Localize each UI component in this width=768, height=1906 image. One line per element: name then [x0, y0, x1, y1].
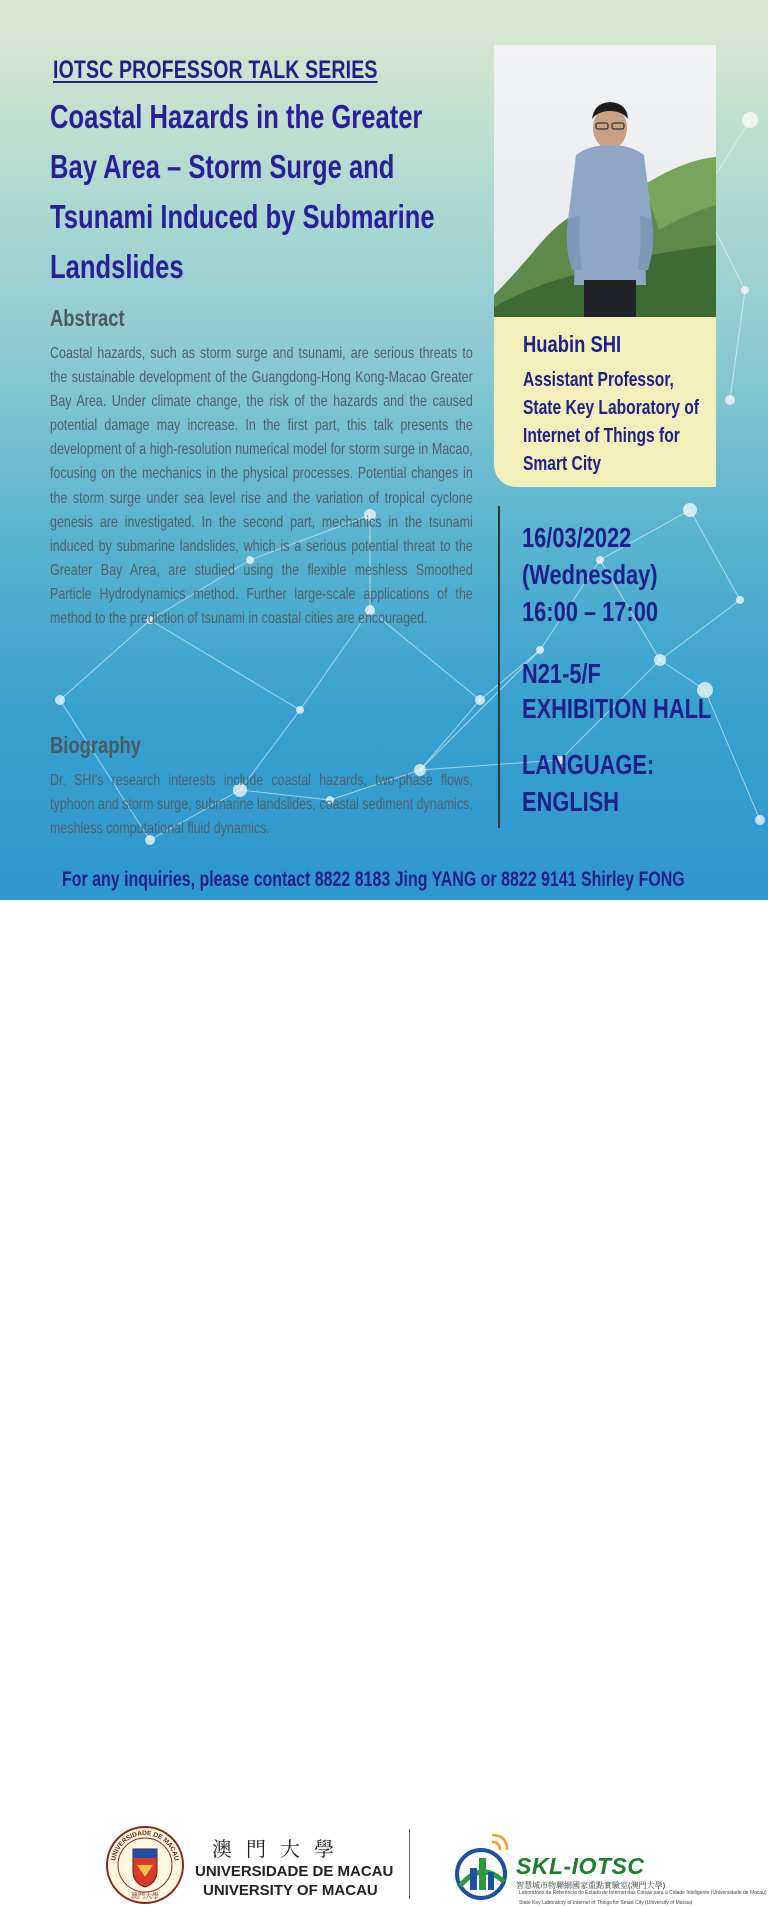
abstract-heading: Abstract: [50, 305, 125, 331]
event-venue-hall: EXHIBITION HALL: [522, 693, 712, 724]
speaker-name: Huabin SHI: [523, 331, 622, 357]
logo-divider: [409, 1829, 410, 1899]
event-language: ENGLISH: [522, 786, 620, 817]
talk-title: Coastal Hazards in the Greater Bay Area – Storm Surge and Tsunami Induced by Submarine Landslides: [50, 98, 435, 285]
event-venue-room: N21-5/F: [522, 658, 601, 689]
skl-iotsc-logo: [448, 1830, 514, 1902]
event-divider: [498, 506, 500, 828]
event-language-label: LANGUAGE:: [522, 749, 655, 780]
skl-portuguese-name: Laboratório de Referência do Estado de Internet das Coisas para a Cidade Inteligente (Universidade de Macau): [519, 1890, 767, 1896]
speaker-card: [494, 317, 716, 487]
speaker-title: Assistant Professor, State Key Laboratory of Internet of Things for Smart City: [523, 369, 699, 475]
abstract-text: Coastal hazards, such as storm surge and tsunami, are serious threats to the sustainable development of the Guangdong-Hong Kong-Macao Greater Bay Area. Under climate change, the risk of the hazards and the caused potential damage may increase. In the first part, this talk presents the development of a high-resolution numerical model for storm surge in Macao, focusing on the mechanics in the physical processes. Potential changes in the storm surge under sea level rise and the variation of tropical cyclone genesis are investigated. In the second part, mechanics in the tsunami induced by submarine landslides, which is a serious potential threat to the Greater Bay Area, are studied using the flexible meshless Smoothed Particle Hydrodynamics method. Further large-scale applications of the method to the prediction of tsunami in coastal cities are encouraged.: [50, 345, 473, 628]
svg-text:UNIVERSIDADE DE MACAU: [110, 1830, 179, 1862]
event-time: 16:00 – 17:00: [522, 596, 659, 627]
contact-info: For any inquiries, please contact 8822 8183 Jing YANG or 8822 9141 Shirley FONG: [62, 868, 685, 891]
poster-background: [0, 0, 768, 900]
speaker-photo: [494, 45, 716, 317]
um-chinese-name: 澳門大學: [212, 1837, 348, 1861]
um-english-name: UNIVERSITY OF MACAU: [203, 1882, 378, 1899]
footer: [0, 900, 768, 1906]
series-heading: IOTSC PROFESSOR TALK SERIES: [53, 56, 378, 84]
event-date: 16/03/2022: [522, 522, 632, 553]
biography-text: Dr. SHI's research interests include coastal hazards, two-phase flows, typhoon and storm surge, submarine landslides, coastal sediment dynamics, meshless computational fluid dynamics.: [50, 772, 473, 838]
um-portuguese-name: UNIVERSIDADE DE MACAU: [195, 1863, 394, 1880]
um-seal-caption: UNIVERSIDADE DE MACAU: [110, 1829, 180, 1862]
um-seal-text: [105, 1825, 185, 1905]
skl-title: SKL-IOTSC: [516, 1853, 645, 1879]
skl-english-name: State Key Laboratory of Internet of Things for Smart City (University of Macau): [519, 1900, 693, 1906]
event-weekday: (Wednesday): [522, 559, 658, 590]
biography-heading: Biography: [50, 732, 141, 758]
skl-chinese-name: 智慧城市物聯網國家重點實驗室(澳門大學): [516, 1881, 666, 1890]
um-seal-chinese: 澳門大學: [131, 1892, 159, 1900]
